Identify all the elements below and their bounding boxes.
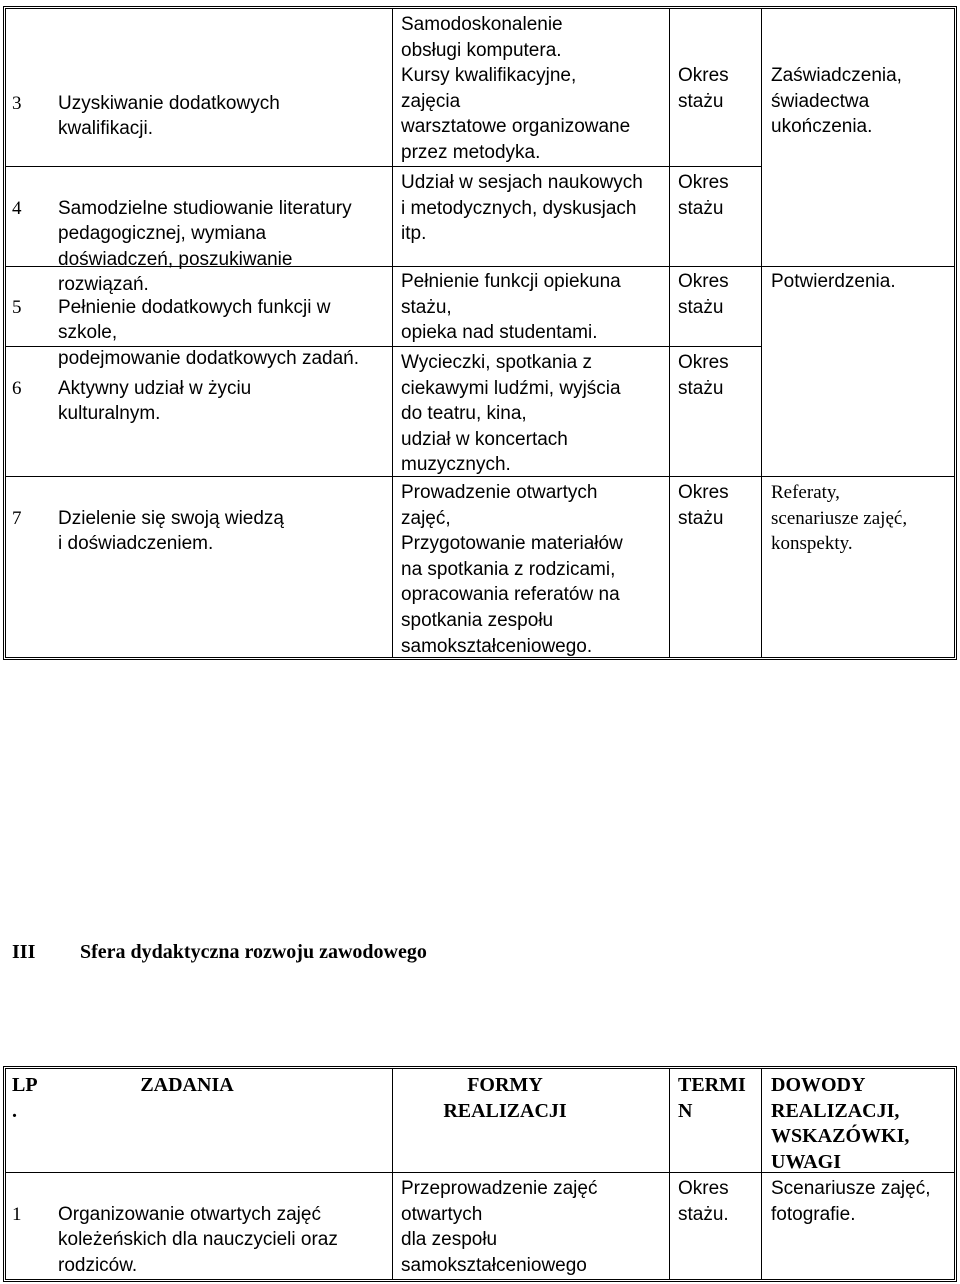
forms-cell: Pełnienie funkcji opiekuna stażu, opieka nad studentami. — [393, 267, 670, 347]
evidence-cell: Scenariusze zajęć, fotografie. — [771, 1178, 931, 1225]
task-cell — [6, 1173, 393, 1279]
table-row — [6, 477, 954, 657]
task-cell — [6, 167, 393, 296]
evidence-cell — [762, 167, 954, 267]
forms-cell: Wycieczki, spotkania z ciekawymi ludźmi, wyjścia do teatru, kina, udział w koncertach muzycznych. — [393, 347, 670, 477]
term-cell: Okres stażu — [670, 477, 762, 657]
row-number: 5 — [12, 296, 22, 318]
section-title: Sfera dydaktyczna rozwoju zawodowego — [80, 941, 427, 963]
term-cell: Okres stażu — [670, 267, 762, 347]
header-forms: FORMY REALIZACJI — [393, 1069, 670, 1173]
row-number: 3 — [12, 92, 22, 114]
task-cell — [6, 267, 393, 369]
task-text: Aktywny udział w życiu kulturalnym. — [58, 377, 252, 425]
header-lp: LP . — [12, 1074, 38, 1122]
row-number: 6 — [12, 377, 22, 399]
task-cell — [6, 477, 393, 657]
task-cell — [6, 9, 393, 167]
task-text: Dzielenie się swoją wiedzą i doświadczeniem. — [58, 507, 284, 555]
term-cell: Okres stażu. — [670, 1173, 762, 1279]
forms-cell: Samodoskonalenie obsługi komputera. Kursy kwalifikacyjne, zajęcia warsztatowe organizowane przez metodyka. — [393, 9, 670, 167]
section-number: III — [12, 941, 36, 963]
section-heading — [12, 940, 427, 966]
table-header-row — [6, 1069, 954, 1173]
table-didactic — [3, 1066, 957, 1282]
row-number: 1 — [12, 1203, 22, 1225]
table-continuation — [3, 6, 957, 660]
table-row — [6, 347, 954, 477]
table-row — [6, 1173, 954, 1279]
task-text: Pełnienie dodatkowych funkcji w szkole, podejmowanie dodatkowych zadań. — [58, 296, 360, 369]
forms-cell: Przeprowadzenie zajęć otwartych dla zespołu samokształceniowego — [393, 1173, 670, 1279]
task-text: Samodzielne studiowanie literatury pedagogicznej, wymiana doświadczeń, poszukiwanie rozwiązań. — [58, 197, 352, 296]
table-row — [6, 9, 954, 167]
evidence-cell — [762, 347, 954, 477]
evidence-cell: Zaświadczenia, świadectwa ukończenia. — [771, 65, 902, 138]
evidence-cell: Potwierdzenia. — [771, 271, 896, 292]
row-number: 7 — [12, 507, 22, 529]
task-cell — [6, 347, 393, 477]
task-text: Organizowanie otwartych zajęć koleżeńskich dla nauczycieli oraz rodziców. — [58, 1203, 338, 1276]
header-evidence: DOWODY REALIZACJI, WSKAZÓWKI, UWAGI — [762, 1069, 954, 1173]
term-cell: Okres stażu — [670, 347, 762, 477]
forms-cell: Udział w sesjach naukowych i metodycznych, dyskusjach itp. — [393, 167, 670, 267]
evidence-cell: Referaty, scenariusze zajęć, konspekty. — [771, 482, 908, 555]
header-term: TERMI N — [670, 1069, 762, 1173]
forms-cell: Prowadzenie otwartych zajęć, Przygotowanie materiałów na spotkania z rodzicami, opracowania referatów na spotkania zespołu samokształceniowego. — [393, 477, 670, 657]
task-text: Uzyskiwanie dodatkowych kwalifikacji. — [58, 92, 280, 140]
term-cell: Okres stażu — [670, 167, 762, 267]
header-tasks: ZADANIA — [140, 1074, 234, 1096]
table-row — [6, 267, 954, 369]
term-cell: Okres stażu — [670, 9, 762, 167]
header-task-cell — [6, 1069, 393, 1173]
row-number: 4 — [12, 197, 22, 219]
